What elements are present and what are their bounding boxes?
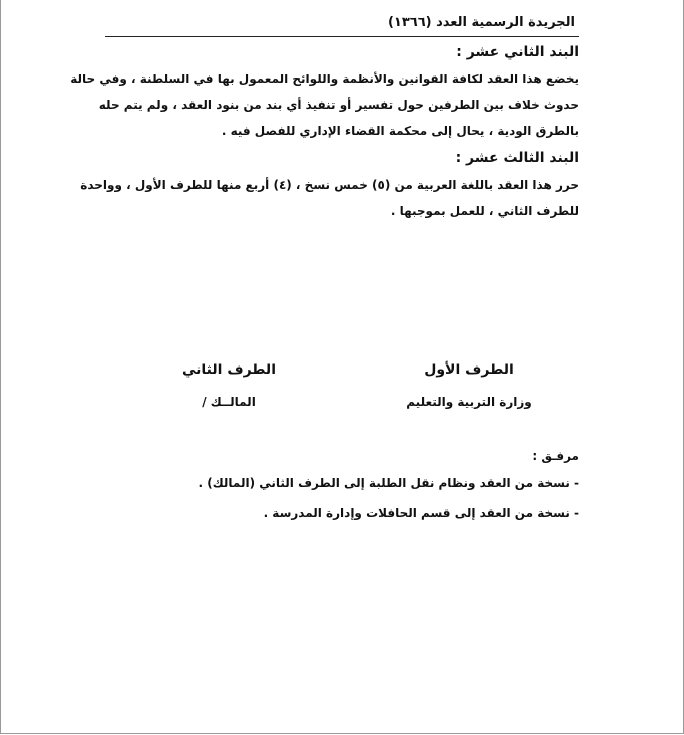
first-party-name: وزارة التربية والتعليم <box>406 395 532 409</box>
attachments-label: مرفـق : <box>532 449 579 463</box>
attachments-section <box>105 444 579 528</box>
clause-12 <box>70 40 579 144</box>
gazette-title: الجريدة الرسمية العدد (١٣٦٦) <box>387 15 575 30</box>
signature-block <box>105 358 579 418</box>
attachment-item: - نسخة من العقد إلى قسم الحافلات وإدارة المدرسة . <box>263 506 579 520</box>
clause-12-heading: البند الثاني عشر : <box>456 44 579 60</box>
clause-13-heading: البند الثالث عشر : <box>455 150 579 166</box>
clause-12-line: يخضع هذا العقد لكافة القوانين والأنظمة واللوائح المعمول بها في السلطنة ، وفي حالة <box>70 72 579 86</box>
document-body <box>70 40 579 520</box>
attachment-item: - نسخة من العقد ونظام نقل الطلبة إلى الطرف الثاني (المالك) . <box>198 476 579 490</box>
first-party-title: الطرف الأول <box>424 362 514 378</box>
clause-13 <box>80 146 579 224</box>
clause-13-line: حرر هذا العقد باللغة العربية من (٥) خمس نسخ ، (٤) أربع منها للطرف الأول ، وواحدة <box>80 178 579 192</box>
clause-12-line: حدوث خلاف بين الطرفين حول تفسير أو تنفيذ أي بند من بنود العقد ، ولم يتم حله <box>98 98 579 112</box>
clause-13-text <box>80 172 579 224</box>
second-party-signature <box>119 358 339 414</box>
clause-13-line: للطرف الثاني ، للعمل بموجبها . <box>390 204 579 218</box>
first-party-signature <box>359 358 579 414</box>
clause-12-text <box>70 66 579 144</box>
second-party-title: الطرف الثاني <box>182 362 276 378</box>
second-party-name: المالــك / <box>202 395 256 409</box>
clause-12-line: بالطرق الودية ، يحال إلى محكمة القضاء الإداري للفصل فيه . <box>221 124 579 138</box>
page-header <box>105 14 579 37</box>
